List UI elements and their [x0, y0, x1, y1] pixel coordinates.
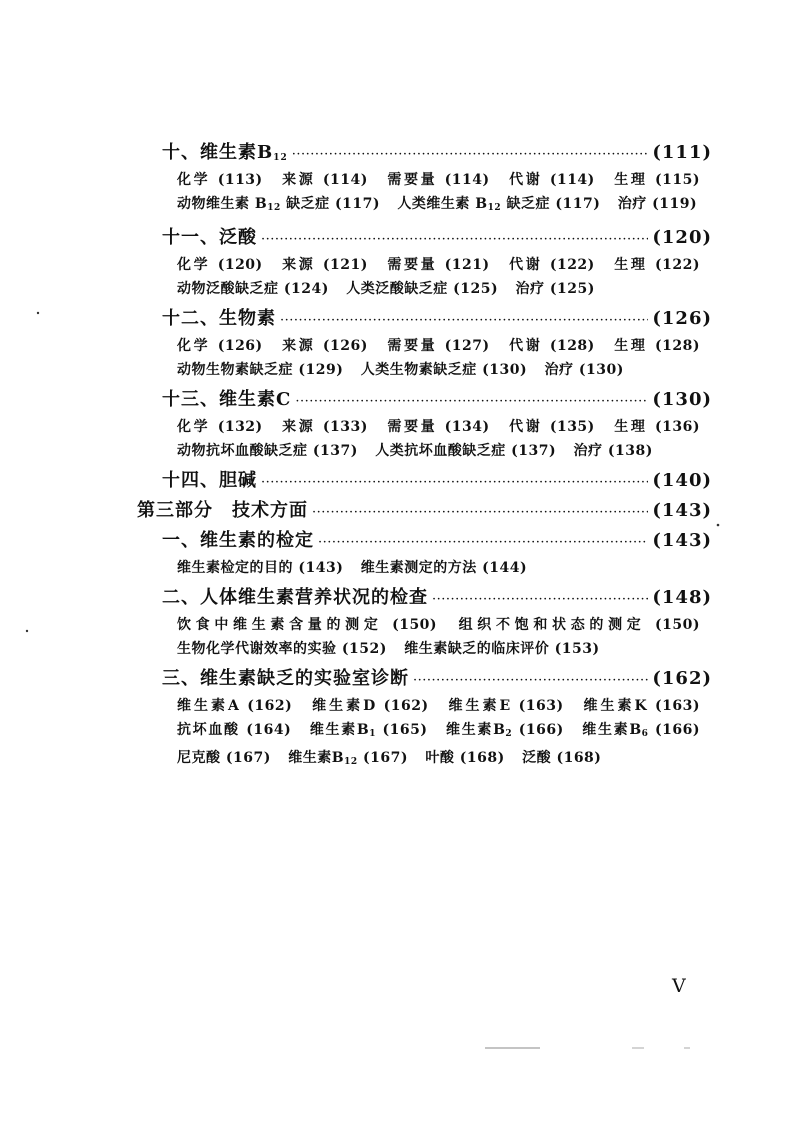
toc-entry-page: (120)	[652, 227, 712, 248]
toc-subtopic-text: 维生素B	[582, 722, 642, 738]
toc-subtopic-text: 维生素缺乏的临床评价 (153)	[404, 641, 600, 657]
toc-entry-page: (111)	[652, 142, 712, 163]
toc-entry-title-text: 十二、生物素	[162, 308, 276, 329]
toc-subtopic-text: 需要量 (121)	[387, 257, 490, 273]
toc-subtopic-text: 饮食中维生素含量的测定 (150)	[177, 617, 438, 633]
toc-subtopic-text: 维生素B	[446, 722, 506, 738]
toc-entry-title-text: 一、维生素的检定	[162, 530, 314, 551]
toc-subtopic-text: 动物泛酸缺乏症 (124)	[177, 281, 329, 297]
toc-subtopic-text: 泛酸 (168)	[522, 750, 602, 766]
toc-entry-title-text: 十三、维生素C	[162, 389, 292, 410]
toc-subtopic-subscript: 12	[267, 203, 281, 213]
toc-subtopic-text: 人类泛酸缺乏症 (125)	[346, 281, 499, 297]
toc-subtopic-text: 组织不饱和状态的测定 (150)	[458, 617, 700, 633]
toc-subtopic-subscript: 1	[369, 729, 376, 739]
toc-subtopic-text: 尼克酸 (167)	[177, 750, 271, 766]
toc-subtopic-text: 化学 (132)	[177, 419, 263, 435]
toc-entry-title-subscript: 12	[273, 153, 288, 163]
toc-subtopic-text: 生理 (136)	[614, 419, 700, 435]
toc-subtopic-text: 需要量 (134)	[387, 419, 490, 435]
toc-subtopic-text: 维生素B	[288, 750, 345, 766]
toc-entry-page: (126)	[652, 308, 712, 329]
toc-subtopic-text-after: 缺乏症 (117)	[501, 196, 601, 212]
toc-entry-page: (162)	[652, 668, 712, 689]
toc-subtopic-text: 代谢 (122)	[509, 257, 595, 273]
toc-subtopic-text: 维生素K (163)	[583, 698, 701, 714]
toc-subtopic-text: 需要量 (114)	[387, 172, 490, 188]
toc-subtopic-text: 维生素A (162)	[177, 698, 293, 714]
toc-subtopic-text: 治疗 (119)	[617, 196, 698, 212]
toc-subtopic-text: 生物化学代谢效率的实验 (152)	[177, 641, 387, 657]
toc-subtopic-text: 人类生物素缺乏症 (130)	[360, 362, 528, 378]
toc-subtopic-text: 化学 (113)	[177, 172, 263, 188]
toc-subtopic-text: 来源 (114)	[282, 172, 368, 188]
toc-entry-page: (140)	[652, 470, 712, 491]
toc-subtopic-text: 化学 (126)	[177, 338, 263, 354]
toc-subtopic-text: 动物维生素 B	[177, 196, 268, 212]
toc-entry-title-text: 十一、泛酸	[162, 227, 257, 248]
toc-subtopic-text: 生理 (128)	[614, 338, 700, 354]
toc-subtopic-text-after: 缺乏症 (117)	[280, 196, 380, 212]
toc-subtopic-text: 来源 (133)	[282, 419, 368, 435]
toc-subtopic-text: 动物抗坏血酸缺乏症 (137)	[177, 443, 358, 459]
toc-entry-title-text: 第三部分 技术方面	[137, 500, 308, 521]
toc-subtopic-text: 需要量 (127)	[387, 338, 490, 354]
toc-subtopic-subscript: 12	[344, 757, 358, 767]
toc-subtopic-subscript: 6	[641, 729, 649, 739]
toc-subtopic-text: 人类抗坏血酸缺乏症 (137)	[375, 443, 557, 459]
toc-subtopic-text: 化学 (120)	[177, 257, 263, 273]
toc-subtopic-text: 维生素B	[309, 722, 370, 738]
toc-entry-title-text: 三、维生素缺乏的实验室诊断	[162, 668, 409, 689]
toc-subtopic-text: 维生素检定的目的 (143)	[177, 560, 344, 576]
toc-subtopic-text: 治疗 (130)	[544, 362, 624, 378]
toc-subtopic-text: 动物生物素缺乏症 (129)	[177, 362, 344, 378]
toc-entry-page: (143)	[652, 500, 712, 521]
toc-subtopic-text-after: (166)	[512, 722, 564, 738]
toc-subtopic-text: 治疗 (125)	[515, 281, 595, 297]
toc-subtopic-text: 来源 (121)	[282, 257, 368, 273]
toc-subtopic-text-after: (165)	[375, 722, 428, 738]
toc-entry-page: (148)	[652, 587, 712, 608]
toc-subtopic-subscript: 12	[487, 203, 502, 213]
toc-subtopic-text: 维生素D (162)	[312, 698, 429, 714]
toc-subtopic-text: 代谢 (135)	[509, 419, 595, 435]
toc-entry-title-text: 十四、胆碱	[162, 470, 257, 491]
toc-entry-title-text: 十、维生素B	[162, 142, 274, 163]
toc-subtopic-text-after: (167)	[357, 750, 408, 766]
toc-subtopic-text: 治疗 (138)	[573, 443, 653, 459]
toc-subtopic-text: 叶酸 (168)	[425, 750, 505, 766]
toc-subtopic-text: 生理 (115)	[614, 172, 700, 188]
toc-subtopic-text: 代谢 (128)	[509, 338, 595, 354]
toc-subtopic-text: 人类维生素 B	[397, 196, 488, 212]
toc-subtopic-text: 抗坏血酸 (164)	[177, 722, 292, 738]
toc-subtopic-text: 来源 (126)	[282, 338, 368, 354]
toc-subtopic-subscript: 2	[505, 729, 513, 739]
toc-subtopic-text: 代谢 (114)	[509, 172, 595, 188]
toc-subtopic-text: 生理 (122)	[614, 257, 700, 273]
toc-subtopic-text: 维生素测定的方法 (144)	[360, 560, 528, 576]
toc-subtopic-text: 维生素E (163)	[448, 698, 564, 714]
toc-entry-title-text: 二、人体维生素营养状况的检查	[162, 587, 428, 608]
toc-entry-page: (143)	[652, 530, 712, 551]
page-number: V	[672, 975, 686, 997]
toc-entry-page: (130)	[652, 389, 712, 410]
toc-subtopic-text-after: (166)	[648, 722, 700, 738]
